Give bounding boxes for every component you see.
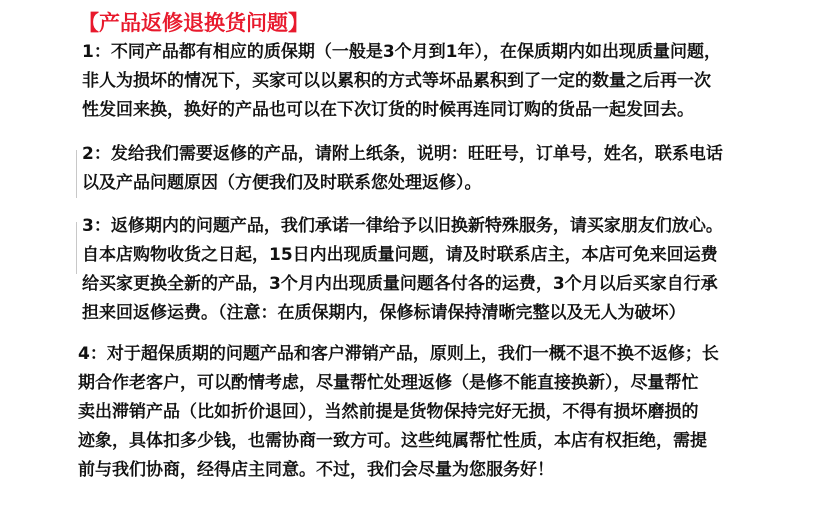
policy-paragraph-2 <box>82 140 723 198</box>
paragraph-line: 期合作老客户，可以酌情考虑，尽量帮忙处理返修（是修不能直接换新），尽量帮忙 <box>78 373 699 393</box>
policy-paragraph-3 <box>82 212 723 328</box>
paragraph-line: 4：对于超保质期的问题产品和客户滞销产品，原则上，我们一概不退不换不返修；长 <box>78 344 719 364</box>
paragraph-line: 1：不同产品都有相应的质保期（一般是3个月到1年），在保质期内如出现质量问题， <box>82 42 721 62</box>
paragraph-line: 自本店购物收货之日起，15日内出现质量问题，请及时联系店主，本店可免来回运费 <box>82 245 718 265</box>
paragraph-line: 前与我们协商，经得店主同意。不过，我们会尽量为您服务好！ <box>78 460 554 480</box>
policy-paragraph-4 <box>78 340 719 485</box>
paragraph-line: 卖出滞销产品（比如折价退回），当然前提是货物保持完好无损，不得有损坏磨损的 <box>78 402 699 422</box>
paragraph-line: 迹象，具体扣多少钱，也需协商一致方可。这些纯属帮忙性质，本店有权拒绝，需提 <box>78 431 707 451</box>
paragraph-line: 2：发给我们需要返修的产品，请附上纸条，说明：旺旺号，订单号，姓名，联系电话 <box>82 144 723 164</box>
left-rule <box>76 222 77 274</box>
paragraph-line: 3：返修期内的问题产品，我们承诺一律给予以旧换新特殊服务，请买家朋友们放心。 <box>82 216 723 236</box>
left-rule <box>76 150 77 198</box>
paragraph-line: 担来回返修运费。（注意：在质保期内，保修标请保持清晰完整以及无人为破坏） <box>82 303 686 323</box>
document-title: 【产品返修退换货问题】 <box>78 11 309 35</box>
paragraph-line: 以及产品问题原因（方便我们及时联系您处理返修）。 <box>82 173 482 193</box>
paragraph-line: 性发回来换，换好的产品也可以在下次订货的时候再连同订购的货品一起发回去。 <box>82 100 694 120</box>
paragraph-line: 给买家更换全新的产品，3个月内出现质量问题各付各的运费，3个月以后买家自行承 <box>82 274 718 294</box>
policy-paragraph-1 <box>82 38 721 125</box>
paragraph-line: 非人为损坏的情况下，买家可以以累积的方式等坏品累积到了一定的数量之后再一次 <box>82 71 711 91</box>
